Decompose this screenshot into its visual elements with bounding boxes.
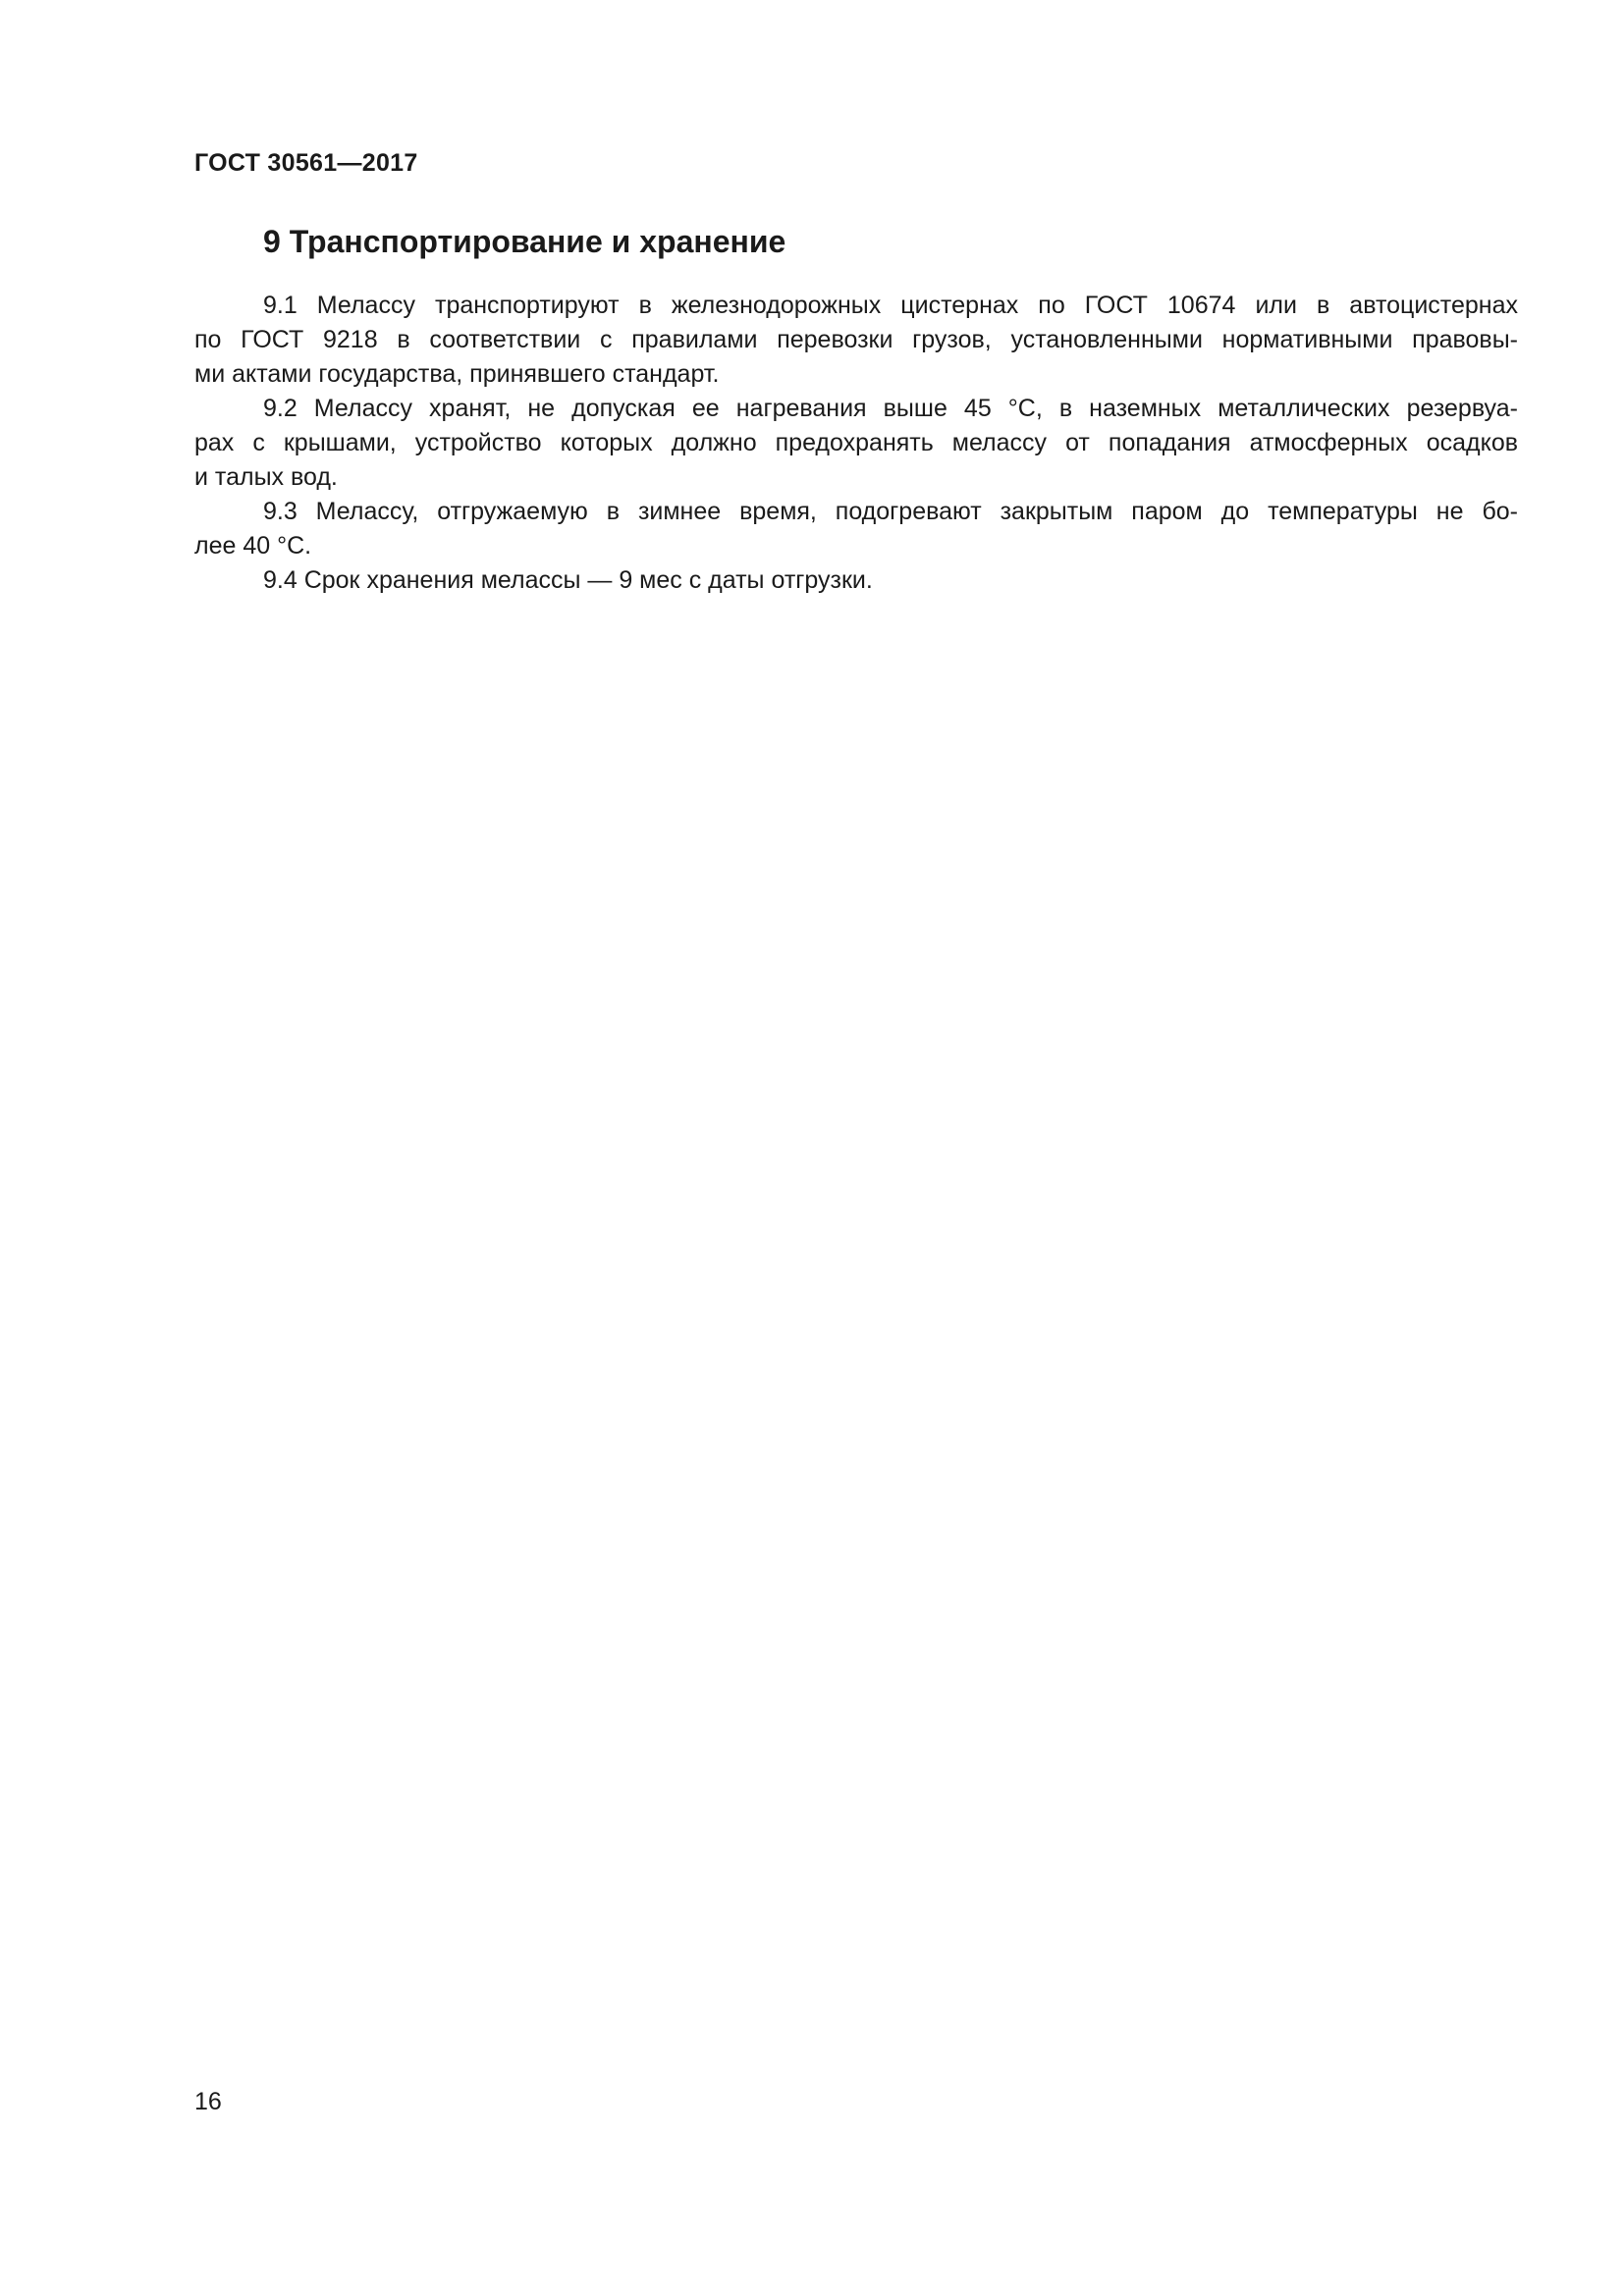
paragraph-line: и талых вод. <box>194 463 338 491</box>
paragraph-9-2 <box>194 392 1518 495</box>
paragraph-9-4 <box>194 563 1518 598</box>
paragraph-9-3 <box>194 495 1518 563</box>
standard-header: ГОСТ 30561—2017 <box>194 149 418 177</box>
paragraph-line: по ГОСТ 9218 в соответствии с правилами перевозки грузов, установленными нормативными правовы- <box>194 326 1518 353</box>
paragraph-line: 9.1 Мелассу транспортируют в железнодорожных цистернах по ГОСТ 10674 или в автоцистернах <box>263 292 1518 319</box>
paragraph-line: ми актами государства, принявшего стандарт. <box>194 360 720 388</box>
paragraph-line: 9.3 Мелассу, отгружаемую в зимнее время, подогревают закрытым паром до температуры не бо- <box>263 498 1518 525</box>
paragraph-line: лее 40 °С. <box>194 532 312 560</box>
page-number: 16 <box>194 2088 222 2115</box>
paragraph-line: 9.2 Мелассу хранят, не допуская ее нагревания выше 45 °С, в наземных металлических резервуа- <box>263 395 1518 422</box>
section-title: 9 Транспортирование и хранение <box>263 224 786 259</box>
paragraph-9-1 <box>194 289 1518 392</box>
paragraph-line: рах с крышами, устройство которых должно предохранять мелассу от попадания атмосферных осадков <box>194 429 1518 456</box>
section-body <box>194 289 1518 598</box>
paragraph-line: 9.4 Срок хранения мелассы — 9 мес с даты отгрузки. <box>263 566 873 594</box>
